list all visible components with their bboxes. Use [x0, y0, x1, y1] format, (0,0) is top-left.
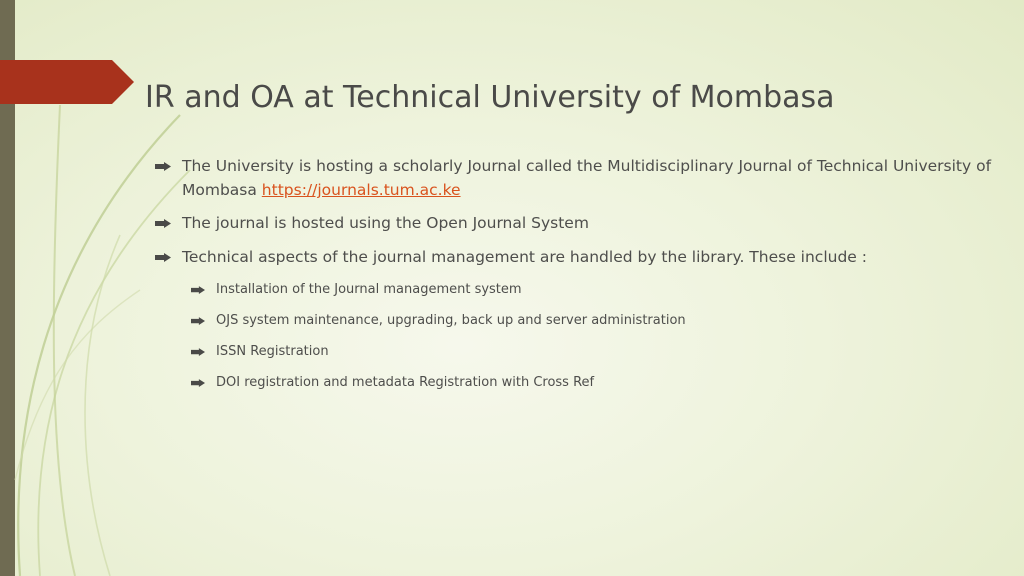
sub-bullet-text: ISSN Registration	[216, 344, 329, 359]
sub-bullet-item	[191, 343, 1020, 361]
arrow-bullet-icon	[155, 211, 173, 235]
bullet-item	[155, 211, 1020, 235]
bullet-text: The journal is hosted using the Open Journal System	[182, 214, 589, 232]
sub-bullet-item	[191, 374, 1020, 392]
bullet-list	[155, 154, 1020, 405]
arrow-bullet-icon	[191, 374, 207, 392]
arrow-bullet-icon	[191, 343, 207, 361]
sub-bullet-text: Installation of the Journal management system	[216, 282, 522, 297]
arrow-bullet-icon	[155, 245, 173, 269]
arrow-bullet-icon	[155, 154, 173, 178]
bullet-item	[155, 245, 1020, 269]
sub-bullet-item	[191, 281, 1020, 299]
slide-title: IR and OA at Technical University of Mombasa	[145, 80, 835, 115]
sub-bullet-item	[191, 312, 1020, 330]
journal-link[interactable]: https://journals.tum.ac.ke	[261, 181, 461, 199]
sub-bullet-text: DOI registration and metadata Registration with Cross Ref	[216, 375, 595, 390]
arrow-bullet-icon	[191, 281, 207, 299]
arrow-bullet-icon	[191, 312, 207, 330]
bullet-text: Technical aspects of the journal management are handled by the library. These include :	[182, 248, 867, 266]
sub-bullet-text: OJS system maintenance, upgrading, back up and server administration	[216, 313, 686, 328]
title-accent-tab	[0, 60, 136, 104]
bullet-text: The University is hosting a scholarly Journal called the Multidisciplinary Journal of Technical University of Mombasa	[182, 157, 992, 199]
bullet-item	[155, 154, 1020, 202]
